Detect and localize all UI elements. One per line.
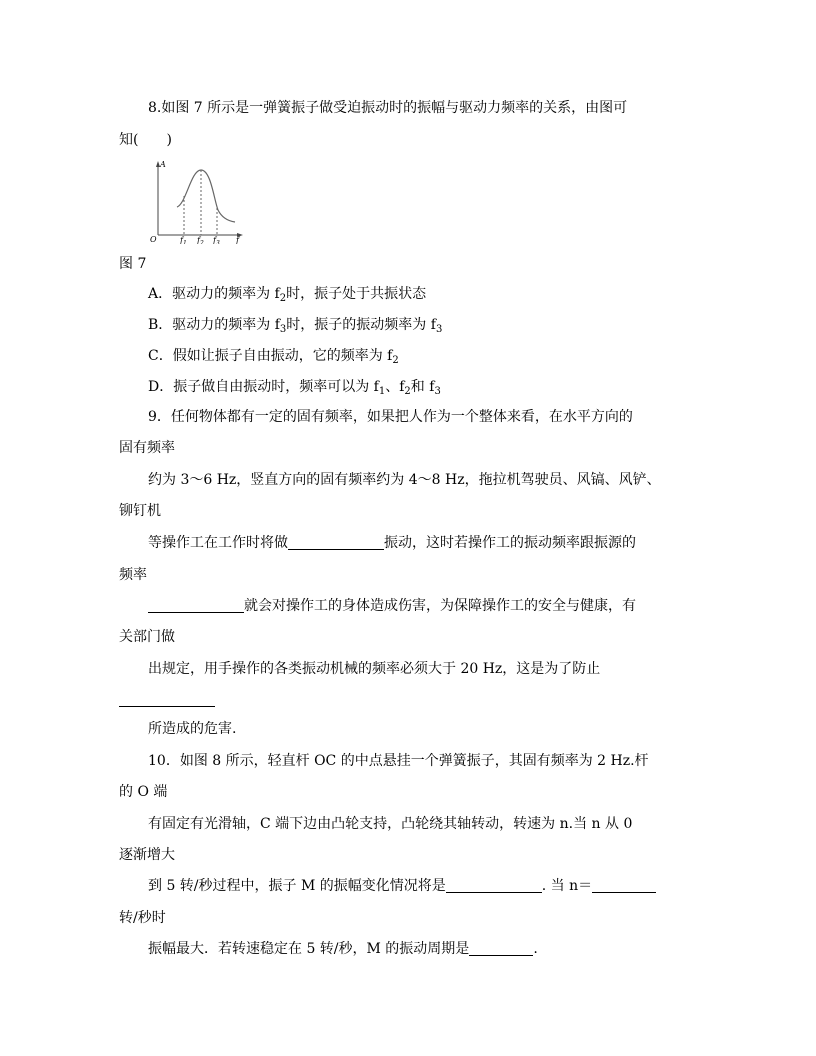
q10-line4: 逐渐增大 xyxy=(119,847,175,863)
q9-line9: 出规定，用手操作的各类振动机械的频率必须大于 20 Hz，这是为了防止 xyxy=(148,661,601,677)
resonance-curve xyxy=(177,170,235,222)
answer-blank[interactable] xyxy=(148,596,244,613)
q10-line2: 的 O 端 xyxy=(119,784,168,800)
q9-line6: 频率 xyxy=(119,567,147,583)
tick-label-f2: $f_2$ xyxy=(197,236,204,244)
q8-option-a: A．驱动力的频率为 $f_2$时，振子处于共振状态 xyxy=(148,286,427,304)
answer-blank[interactable] xyxy=(592,876,656,893)
tick-label-f3: $f_3$ xyxy=(213,236,220,244)
q9-line8: 关部门做 xyxy=(119,629,175,645)
q9-line7: 就会对操作工的身体造成伤害，为保障操作工的安全与健康，有 xyxy=(148,596,636,616)
q8-option-c: C．假如让振子自由振动，它的频率为 $f_2$ xyxy=(148,348,399,366)
q10-line7: 振幅最大．若转速稳定在 5 转/秒，M 的振动周期是 . xyxy=(148,941,538,957)
origin-label: O xyxy=(150,235,157,244)
q10-line3: 有固定有光滑轴，C 端下边由凸轮支持，凸轮绕其轴转动，转速为 n.当 n 从 0 xyxy=(148,816,633,832)
q9-line10 xyxy=(119,690,215,710)
q8-stem-line1: 8.如图 7 所示是一弹簧振子做受迫振动时的振幅与驱动力频率的关系，由图可 xyxy=(148,100,628,116)
q10-line1: 10．如图 8 所示，轻直杆 OC 的中点悬挂一个弹簧振子，其固有频率为 2 Hz.杆 xyxy=(148,753,649,769)
q9-line5: 等操作工在工作时将做 振动，这时若操作工的振动频率跟振源的 xyxy=(148,535,636,551)
q9-line11: 所造成的危害. xyxy=(148,721,237,737)
answer-blank[interactable] xyxy=(469,939,533,956)
resonance-graph xyxy=(148,158,248,244)
answer-blank[interactable] xyxy=(119,690,215,707)
x-axis-label: f xyxy=(236,236,239,244)
q9-line1: 9．任何物体都有一定的固有频率，如果把人作为一个整体来看，在水平方向的 xyxy=(148,409,633,425)
tick-label-f1: $f_1$ xyxy=(180,236,187,244)
q8-stem-line2: 知( ) xyxy=(119,132,172,148)
figure-caption: 图 7 xyxy=(119,256,147,272)
q10-line5: 到 5 转/秒过程中，振子 M 的振幅变化情况将是 . 当 n＝ xyxy=(148,876,656,896)
answer-blank[interactable] xyxy=(288,533,384,550)
q9-line4: 铆钉机 xyxy=(119,503,161,519)
q8-option-d: D．振子做自由振动时，频率可以为 $f_1$、$f_2$和 $f_3$ xyxy=(148,379,441,397)
y-axis-label: A xyxy=(160,160,166,169)
q9-line2: 固有频率 xyxy=(119,440,175,456)
q9-line3: 约为 3～6 Hz，竖直方向的固有频率约为 4～8 Hz，拖拉机驾驶员、风镐、风铲、 xyxy=(148,472,661,488)
answer-blank[interactable] xyxy=(446,876,542,893)
q10-line6: 转/秒时 xyxy=(119,910,166,926)
q8-option-b: B．驱动力的频率为 $f_3$时，振子的振动频率为 $f_3$ xyxy=(148,317,443,335)
